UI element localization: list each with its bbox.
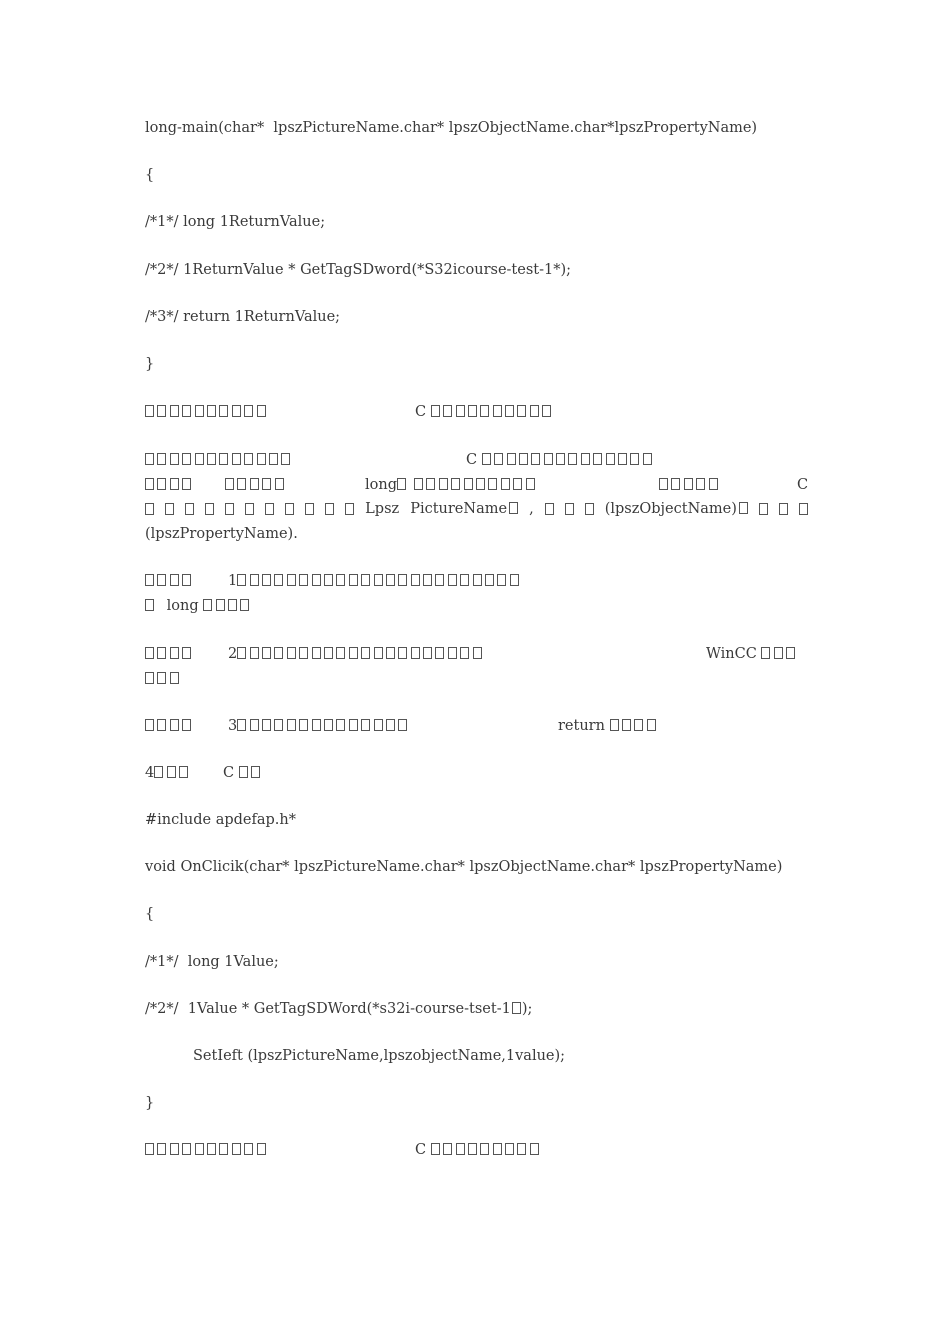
property-name-text: (lpszPropertyName). (145, 526, 298, 542)
picture-name: PictureName (410, 501, 508, 517)
code-line-3: /*3*/ return 1ReturnValue; (145, 309, 341, 325)
return-keyword: return (558, 718, 605, 734)
step-number: 4 (145, 765, 155, 781)
code-close-brace: } (145, 356, 155, 372)
garbled-text (225, 476, 287, 494)
code-open-brace: { (145, 167, 155, 183)
object-name-text (605, 500, 748, 518)
comma: , (529, 501, 534, 517)
object-name: (lpszObjectName) (604, 501, 737, 517)
garbled-text (145, 451, 294, 469)
step-1-text (228, 572, 522, 590)
garbled-text (145, 645, 195, 663)
code-include: #include apdefap.h* (145, 812, 296, 828)
c-label: C (415, 1142, 427, 1158)
step-2-text (228, 645, 485, 663)
code-signature-main: long-main(char* lpszPictureName.char* lpszObjectName.char*lpszPropertyName) (145, 120, 758, 136)
garbled-text (145, 1141, 269, 1159)
step-3-return (558, 717, 659, 735)
step-number: 3 (228, 718, 238, 734)
step-number: 1 (228, 573, 238, 589)
c-label: C (466, 452, 478, 468)
garbled-text (145, 403, 269, 421)
code-open-brace: { (145, 906, 155, 922)
c-label-end: C (797, 477, 809, 493)
last-paragraph-tail (415, 1141, 542, 1159)
step-1-line-2 (145, 597, 253, 615)
code-line-2-main: /*2*/ 1Value * GetTagSDWord(*s32i-course-tset-1 (145, 1001, 511, 1017)
code-line-3: SetIeft (lpszPictureName,lpszobjectName,1value); (193, 1048, 566, 1064)
paragraph-2-long (365, 476, 538, 494)
code-signature-onclick: void OnClicik(char* lpszPictureName.char* lpszObjectName.char* lpszPropertyName) (145, 859, 783, 875)
picture-name-text (410, 500, 518, 518)
paragraph-2-line-1-tail (466, 451, 655, 469)
garbled-text (145, 476, 195, 494)
garbled-text (145, 572, 195, 590)
step-4-text (145, 764, 191, 782)
c-label: C (415, 404, 427, 420)
step-3-text (228, 717, 411, 735)
garbled-text (145, 717, 195, 735)
garbled-text (659, 476, 721, 494)
long-keyword: long (166, 598, 199, 614)
code-line-2: /*2*/ 1ReturnValue * GetTagSDword(*S32icourse-test-1*); (145, 262, 572, 278)
step-2-wincc (706, 645, 799, 663)
code-line-1: /*1*/ long 1Value; (145, 954, 279, 970)
garbled-text (145, 670, 182, 688)
step-4-c (223, 764, 264, 782)
long-keyword: long (365, 477, 397, 493)
paragraph-2-justified-line (145, 500, 808, 518)
c-label: C (223, 765, 235, 781)
code-close-brace: } (145, 1095, 155, 1111)
paragraph-1-tail (415, 403, 555, 421)
code-line-2 (145, 1000, 532, 1018)
code-line-2-end: ); (521, 1001, 533, 1017)
step-number: 2 (228, 646, 238, 662)
code-line-1: /*1*/ long 1ReturnValue; (145, 214, 326, 230)
lpsz-text: Lpsz (365, 501, 400, 517)
wincc-text: WinCC (706, 646, 757, 662)
